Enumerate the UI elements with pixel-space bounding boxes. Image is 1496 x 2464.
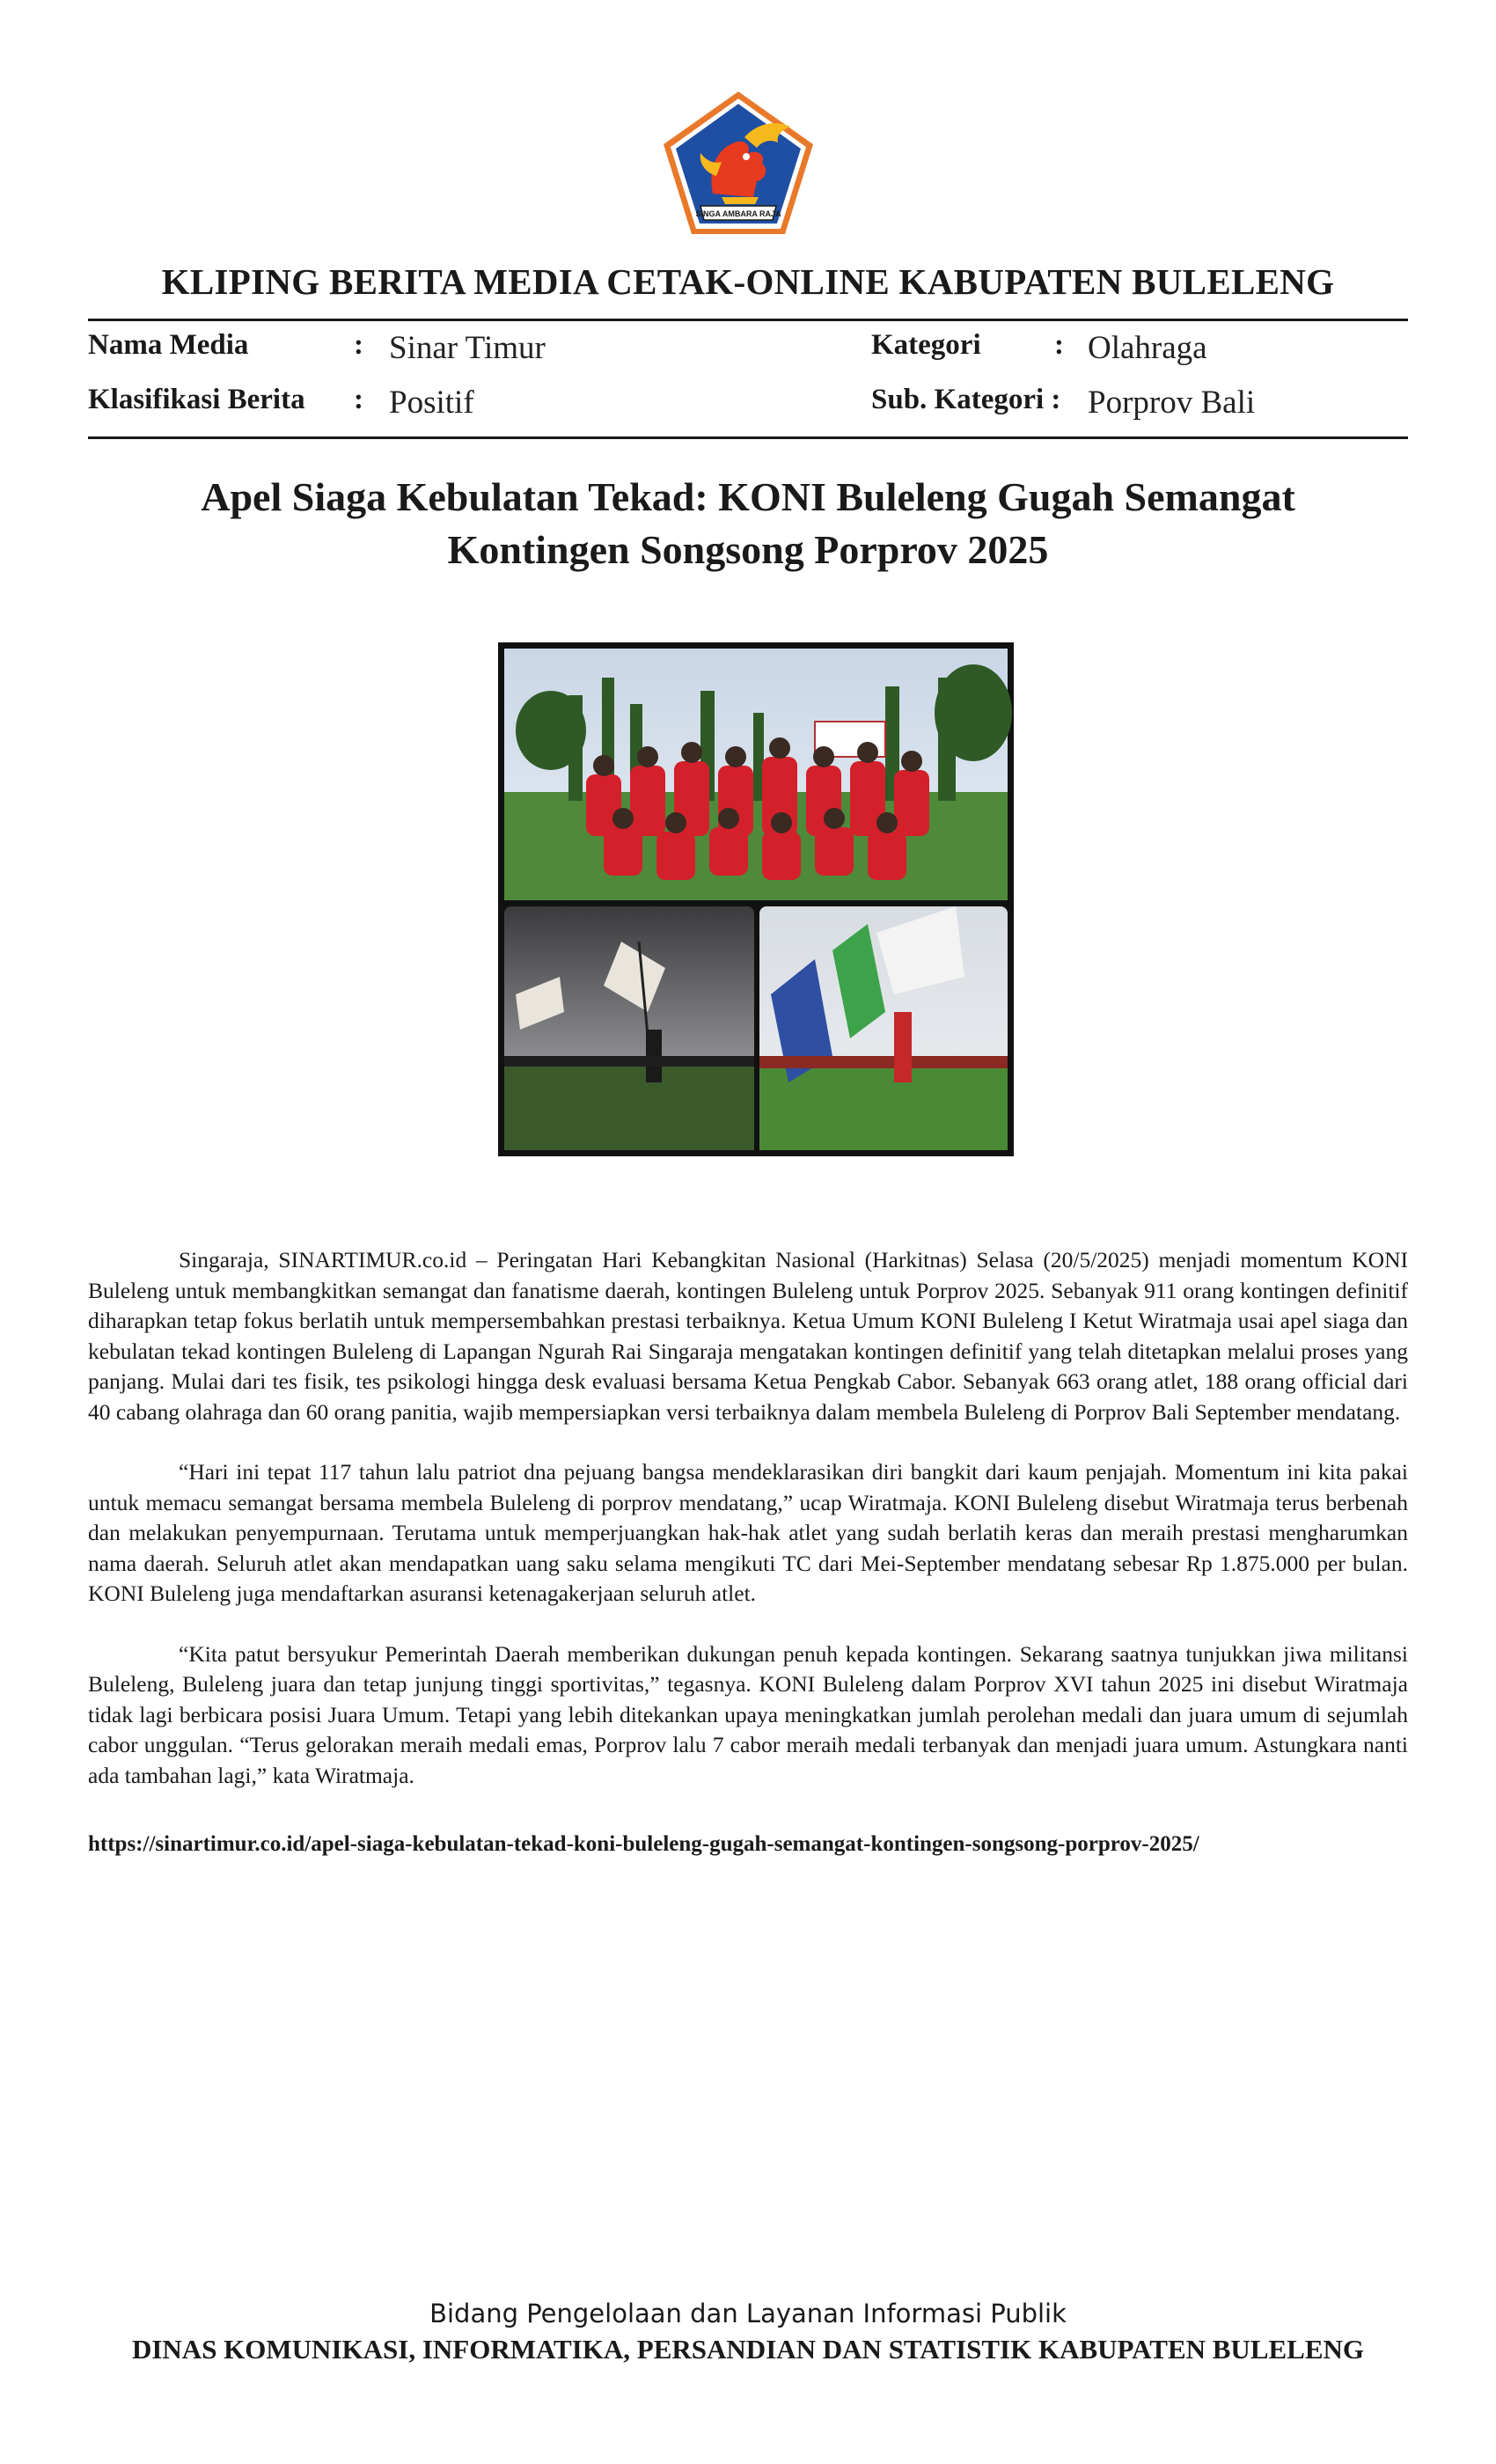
article-paragraph-3: “Kita patut bersyukur Pemerintah Daerah memberikan dukungan penuh kepada kontingen. Sekarang saatnya tunjukkan jiwa militansi Buleleng, Buleleng juara dan tetap junjung tinggi sportivitas,” tegasnya. KONI Buleleng dalam Porprov XVI tahun 2025 ini disebut Wiratmaja tidak lagi berbicara posisi Juara Umum. Tetapi yang lebih ditekankan upaya meningkatkan jumlah perolehan medali dan juara umum di sejumlah cabor unggulan. “Terus gelorakan meraih medali emas, Porprov lalu 7 cabor meraih medali terbanyak dan menjadi juara umum. Astungkara nanti ada tambahan lagi,” kata Wiratmaja. — [88, 1640, 1408, 1788]
article-paragraph-2: “Hari ini tepat 117 tahun lalu patriot dna pejuang bangsa mendeklarasikan diri bangkit dari kaum penjajah. Momentum ini kita pakai untuk memacu semangat bersama membela Buleleng di porprov mendatang,” ucap Wiratmaja. KONI Buleleng disebut Wiratmaja terus berbenah dan melakukan penyempurnaan. Terutama untuk memperjuangkan hak-hak atlet yang sudah berlatih keras dan meraih prestasi mengharumkan nama daerah. Seluruh atlet akan mendapatkan uang saku selama mengikuti TC dari Mei-September mendatang sebesar Rp 1.875.000 per bulan. KONI Buleleng juga mendaftarkan asuransi ketenagakerjaan seluruh atlet. — [88, 1459, 1408, 1606]
category-colon: : — [1054, 329, 1064, 361]
article-body — [88, 1245, 1408, 1821]
buleleng-regency-logo — [660, 88, 817, 238]
media-name-value: Sinar Timur — [389, 330, 546, 366]
team-group-photo — [504, 649, 1012, 900]
classification-colon: : — [354, 384, 363, 415]
article-paragraph-1: Singaraja, SINARTIMUR.co.id – Peringatan Hari Kebangkitan Nasional (Harkitnas) Selasa (20/5/2025) menjadi momentum KONI Buleleng untuk membangkitkan semangat dan fanatisme daerah, kontingen Buleleng untuk Porprov 2025. Sebanyak 911 orang kontingen definitif diharapkan tetap fokus berlatih untuk mempersembahkan prestasi terbaiknya. Ketua Umum KONI Buleleng I Ketut Wiratmaja usai apel siaga dan kebulatan tekad kontingen Buleleng di Lapangan Ngurah Rai Singaraja mengatakan kontingen definitif yang telah ditetapkan melalui proses yang panjang. Mulai dari tes fisik, tes psikologi hingga desk evaluasi bersama Ketua Pengkab Cabor. Sebanyak 663 orang atlet, 188 orang official dari 40 cabang olahraga dan 60 orang panitia, wajib mempersiapkan versi terbaiknya dalam membela Buleleng di Porprov Bali September mendatang. — [88, 1247, 1408, 1425]
classification-value: Positif — [389, 385, 474, 421]
flag-waving-dusk-photo — [504, 906, 754, 1150]
article-title-line-2: Kontingen Songsong Porprov 2025 — [447, 527, 1049, 572]
subcategory-label: Sub. Kategori : — [871, 384, 1061, 415]
flag-ceremony-photo — [759, 906, 1008, 1150]
kliping-header-title: KLIPING BERITA MEDIA CETAK-ONLINE KABUPATEN BULELENG — [161, 261, 1335, 302]
footer-agency-name: DINAS KOMUNIKASI, INFORMATIKA, PERSANDIAN DAN STATISTIK KABUPATEN BULELENG — [131, 2334, 1365, 2365]
header-bottom-divider — [88, 436, 1408, 439]
article-title — [132, 471, 1364, 576]
media-name-label: Nama Media — [88, 329, 249, 361]
header-top-divider — [88, 319, 1408, 321]
media-name-colon: : — [354, 329, 363, 361]
classification-label: Klasifikasi Berita — [88, 384, 305, 415]
category-value: Olahraga — [1088, 330, 1207, 366]
logo-motto-text: SINGA AMBARA RAJA — [695, 209, 781, 218]
article-source-link[interactable]: https://sinartimur.co.id/apel-siaga-kebulatan-tekad-koni-buleleng-gugah-semangat-kontingen-songsong-porprov-2025/ — [88, 1832, 1199, 1856]
footer-division-name: Bidang Pengelolaan dan Layanan Informasi Publik — [429, 2299, 1067, 2328]
article-title-line-1: Apel Siaga Kebulatan Tekad: KONI Buleleng Gugah Semangat — [201, 474, 1295, 519]
category-label: Kategori — [871, 329, 981, 361]
subcategory-value: Porprov Bali — [1088, 385, 1256, 421]
article-photo-collage — [498, 642, 1014, 1156]
